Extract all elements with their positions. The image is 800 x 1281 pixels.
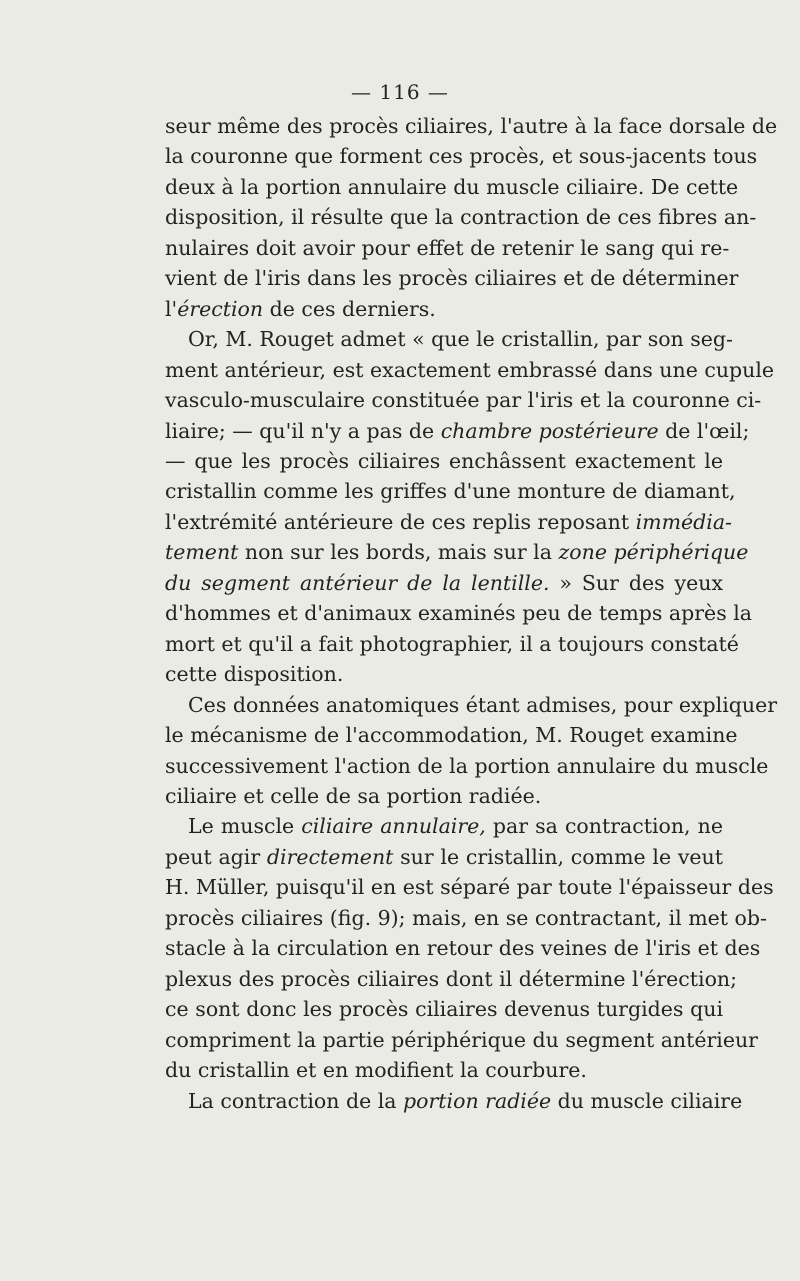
- text-line: [165, 111, 778, 141]
- text-line: [165, 811, 723, 841]
- text-run: plexus des procès ciliaires dont il détermine l'érection;: [165, 966, 738, 991]
- text-run: cristallin comme les griffes d'une monture de diamant,: [165, 479, 736, 504]
- text-run: Ces données anatomiques étant admises, pour expliquer: [188, 692, 778, 717]
- text-line: [165, 294, 723, 324]
- italic-text: tement: [165, 540, 239, 565]
- text-line: [165, 964, 738, 994]
- italic-text: immédia-: [635, 509, 732, 534]
- body-text: [165, 111, 778, 1116]
- text-line: [165, 233, 730, 263]
- text-run: du muscle ciliaire: [551, 1088, 743, 1113]
- text-run: mort et qu'il a fait photographier, il a toujours constaté: [165, 631, 739, 656]
- text-run: Le muscle: [188, 814, 302, 839]
- text-line: [165, 781, 723, 811]
- text-run: H. Müller, puisqu'il en est séparé par toute l'épaisseur des: [165, 875, 774, 900]
- text-run: non sur les bords, mais sur la: [238, 540, 559, 565]
- text-line: [165, 355, 775, 385]
- text-line: [165, 537, 749, 567]
- text-run: le mécanisme de l'accommodation, M. Rouget examine: [165, 723, 738, 748]
- text-line: [165, 416, 750, 446]
- text-run: successivement l'action de la portion annulaire du muscle: [165, 753, 769, 778]
- italic-text: ciliaire annulaire,: [301, 814, 486, 839]
- text-run: ciliaire et celle de sa portion radiée.: [165, 783, 542, 808]
- text-run: sur le cristallin, comme le veut: [393, 844, 723, 869]
- text-run: vient de l'iris dans les procès ciliaires et de déterminer: [165, 266, 739, 291]
- text-line: [165, 659, 723, 689]
- italic-text: portion radiée: [403, 1088, 552, 1113]
- italic-text: érection: [177, 296, 264, 321]
- text-run: procès ciliaires (fig. 9); mais, en se contractant, il met ob-: [165, 905, 767, 930]
- text-run: La contraction de la: [188, 1088, 404, 1113]
- text-run: de ces derniers.: [263, 296, 436, 321]
- text-line: [165, 872, 774, 902]
- text-line: [165, 476, 736, 506]
- text-run: de l'œil;: [658, 418, 750, 443]
- text-line: [165, 690, 778, 720]
- text-line: [165, 202, 757, 232]
- italic-text: zone périphérique: [558, 540, 749, 565]
- text-line: [165, 1025, 758, 1055]
- text-run: — que les procès ciliaires enchâssent exactement le: [165, 448, 723, 473]
- text-line: [165, 385, 762, 415]
- text-line: [165, 629, 739, 659]
- text-run: du cristallin et en modifient la courbure.: [165, 1058, 587, 1083]
- text-run: ce sont donc les procès ciliaires devenus turgides qui: [165, 997, 723, 1022]
- text-line: [165, 1086, 743, 1116]
- text-line: [165, 751, 769, 781]
- text-run: l': [165, 296, 178, 321]
- text-run: par sa contraction, ne: [485, 814, 723, 839]
- text-run: cette disposition.: [165, 662, 344, 687]
- text-line: [165, 720, 738, 750]
- text-line: [165, 172, 739, 202]
- italic-text: chambre postérieure: [440, 418, 659, 443]
- text-run: liaire; — qu'il n'y a pas de: [165, 418, 441, 443]
- text-line: [165, 507, 732, 537]
- text-run: seur même des procès ciliaires, l'autre à la face dorsale de: [165, 114, 778, 138]
- text-run: ment antérieur, est exactement embrassé dans une cupule: [165, 357, 775, 382]
- text-line: [165, 263, 739, 293]
- italic-text: du segment antérieur de la lentille.: [165, 570, 550, 595]
- text-line: [165, 1055, 723, 1085]
- text-run: deux à la portion annulaire du muscle ciliaire. De cette: [165, 174, 739, 199]
- text-line: [165, 568, 723, 598]
- text-line: [165, 324, 733, 354]
- text-run: peut agir: [165, 844, 267, 869]
- text-run: disposition, il résulte que la contraction de ces fibres an-: [165, 205, 757, 230]
- text-run: Or, M. Rouget admet « que le cristallin, par son seg-: [188, 327, 733, 352]
- text-run: » Sur des yeux: [549, 570, 724, 595]
- text-line: [165, 598, 753, 628]
- text-run: d'hommes et d'animaux examinés peu de temps après la: [165, 601, 753, 626]
- text-run: stacle à la circulation en retour des veines de l'iris et des: [165, 936, 761, 961]
- text-run: compriment la partie périphérique du segment antérieur: [165, 1027, 758, 1052]
- text-line: [165, 842, 723, 872]
- text-line: [165, 141, 758, 171]
- text-line: [165, 994, 723, 1024]
- page-number: — 116 —: [351, 80, 449, 104]
- text-run: vasculo-musculaire constituée par l'iris et la couronne ci-: [165, 388, 762, 413]
- text-run: nulaires doit avoir pour effet de retenir le sang qui re-: [165, 235, 730, 260]
- text-line: [165, 903, 767, 933]
- text-run: la couronne que forment ces procès, et sous-jacents tous: [165, 144, 758, 169]
- italic-text: directement: [266, 844, 394, 869]
- text-run: l'extrémité antérieure de ces replis reposant: [165, 509, 636, 534]
- text-line: [165, 933, 761, 963]
- text-line: [165, 446, 723, 476]
